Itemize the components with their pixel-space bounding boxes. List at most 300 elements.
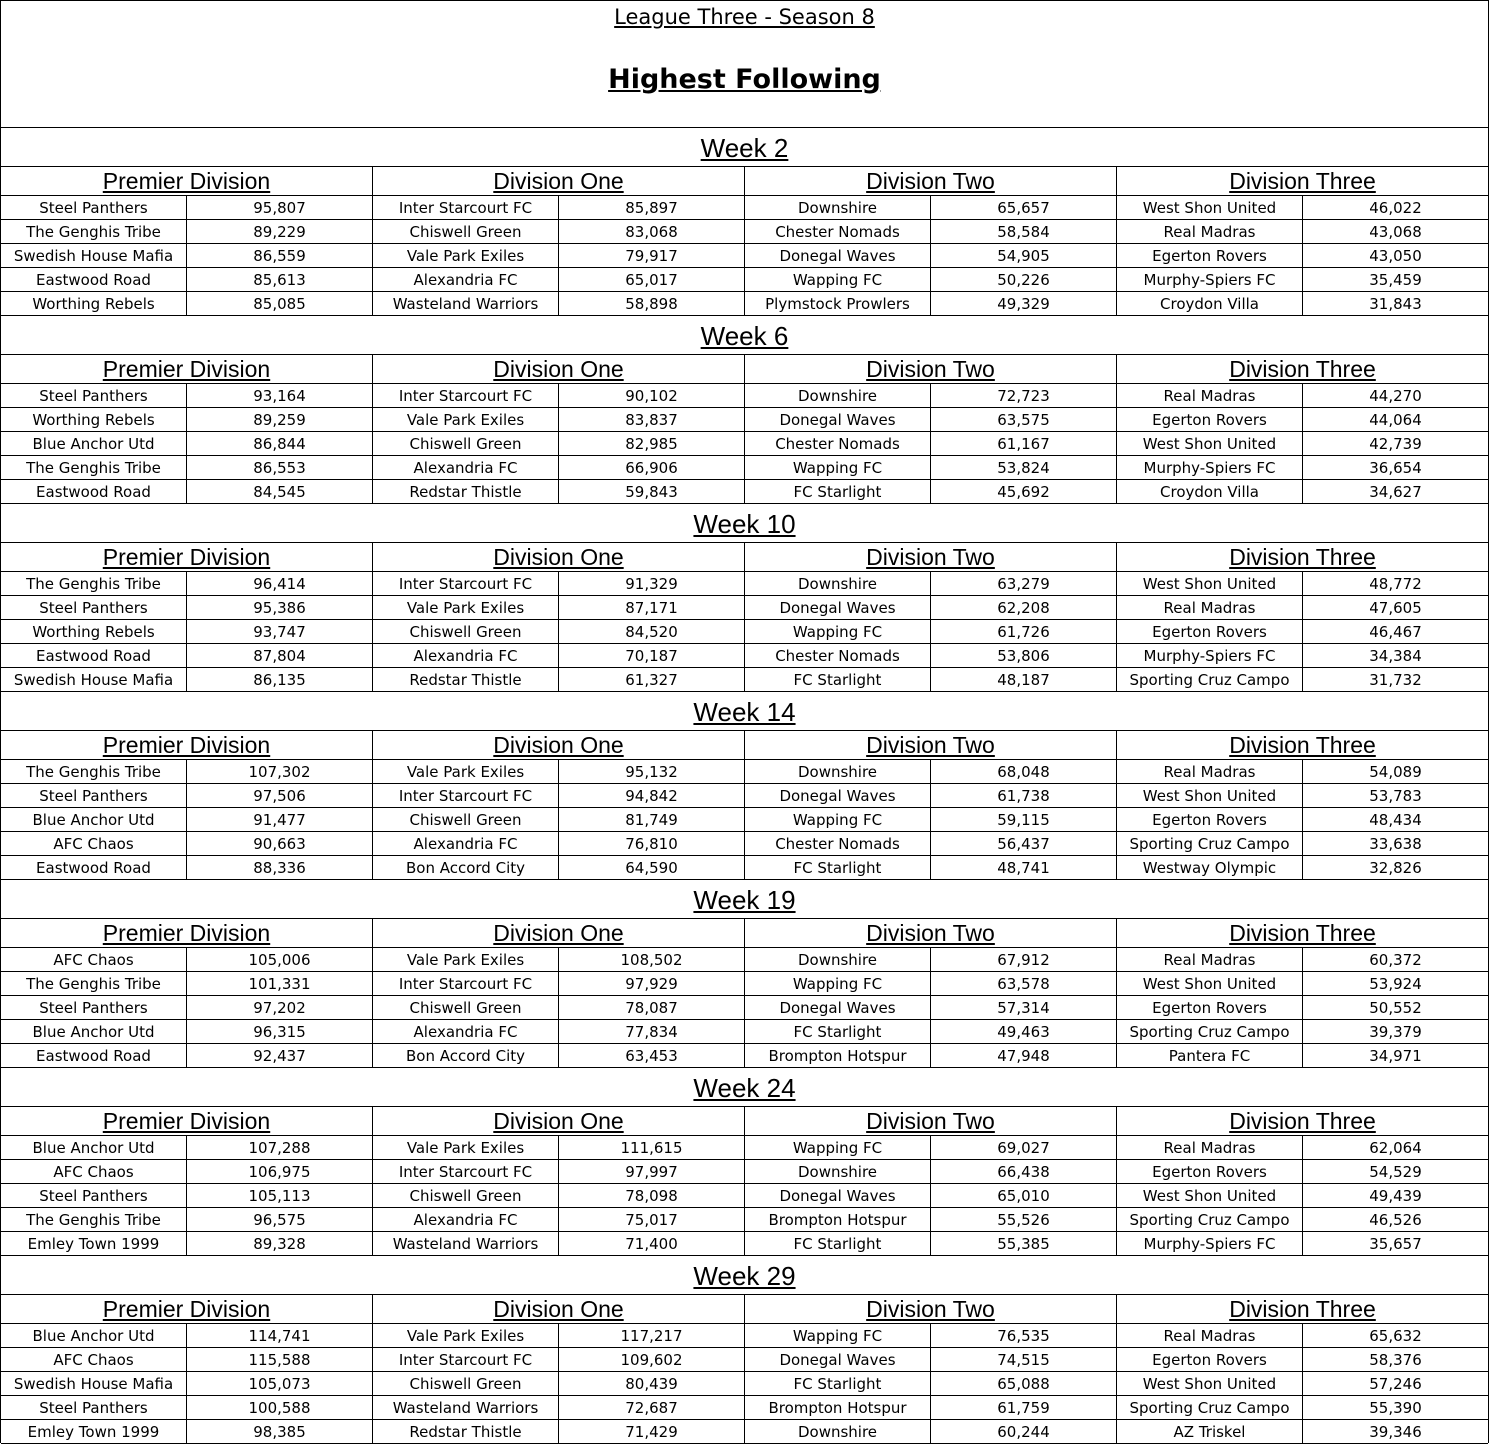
division-header: Division One — [373, 1295, 745, 1323]
following-value-cell: 67,912 — [931, 948, 1117, 971]
week-title: Week 24 — [1, 1068, 1488, 1107]
team-name-cell: Vale Park Exiles — [373, 948, 559, 971]
team-name-cell: Chiswell Green — [373, 996, 559, 1019]
sheet-header — [1, 1, 1488, 128]
division-header-row — [1, 919, 1488, 948]
team-name-cell: Downshire — [745, 760, 931, 783]
following-value-cell: 42,739 — [1369, 435, 1422, 453]
division-header: Division Two — [745, 1107, 1117, 1135]
table-row — [1, 384, 1488, 408]
team-name-cell: Emley Town 1999 — [1, 1420, 187, 1444]
team-name-cell: Donegal Waves — [745, 596, 931, 619]
team-rows — [1, 1136, 1488, 1256]
following-value-cell: 72,687 — [559, 1396, 745, 1419]
team-name-cell: Brompton Hotspur — [745, 1208, 931, 1231]
team-name-cell: FC Starlight — [745, 480, 931, 504]
team-name-cell: Sporting Cruz Campo — [1117, 668, 1303, 692]
team-name-cell: Vale Park Exiles — [373, 1324, 559, 1347]
team-name-cell: The Genghis Tribe — [1, 972, 187, 995]
following-value-cell: 46,022 — [1369, 199, 1422, 217]
division-header: Division Two — [745, 919, 1117, 947]
following-value-cell: 117,217 — [559, 1324, 745, 1347]
team-rows — [1, 196, 1488, 316]
following-value-cell: 86,553 — [187, 456, 373, 479]
following-value-cell: 95,386 — [187, 596, 373, 619]
following-value-cell: 47,948 — [931, 1044, 1117, 1068]
following-value-cell: 31,843 — [1369, 295, 1422, 313]
team-name-cell: Brompton Hotspur — [745, 1044, 931, 1068]
following-value-cell: 48,772 — [1369, 575, 1422, 593]
team-name-cell: Redstar Thistle — [373, 480, 559, 504]
team-name-cell: Steel Panthers — [1, 784, 187, 807]
following-value-cell: 90,102 — [559, 384, 745, 407]
following-value-cell: 72,723 — [931, 384, 1117, 407]
following-value-cell: 61,327 — [559, 668, 745, 692]
team-name-cell: Real Madras — [1117, 220, 1303, 243]
following-value-cell: 55,526 — [931, 1208, 1117, 1231]
following-value-cell: 114,741 — [187, 1324, 373, 1347]
team-name-cell: Donegal Waves — [745, 1348, 931, 1371]
team-name-cell: West Shon United — [1117, 1184, 1303, 1207]
table-row — [1, 596, 1488, 620]
following-value-cell: 83,837 — [559, 408, 745, 431]
team-name-cell: Sporting Cruz Campo — [1117, 1208, 1303, 1231]
following-value-cell: 69,027 — [931, 1136, 1117, 1159]
following-value-cell: 66,906 — [559, 456, 745, 479]
following-value-cell: 91,329 — [559, 572, 745, 595]
following-value-cell: 46,467 — [1369, 623, 1422, 641]
division-header: Division One — [373, 167, 745, 195]
following-value-cell: 105,006 — [187, 948, 373, 971]
following-value-cell: 86,135 — [187, 668, 373, 692]
following-value-cell: 60,372 — [1369, 951, 1422, 969]
following-value-cell: 82,985 — [559, 432, 745, 455]
team-rows — [1, 948, 1488, 1068]
league-title: League Three - Season 8 — [614, 5, 875, 29]
team-name-cell: Bon Accord City — [373, 1044, 559, 1068]
table-row — [1, 1208, 1488, 1232]
following-value-cell: 108,502 — [559, 948, 745, 971]
following-value-cell: 65,010 — [931, 1184, 1117, 1207]
following-value-cell: 58,376 — [1369, 1351, 1422, 1369]
division-header: Division Two — [745, 731, 1117, 759]
team-name-cell: Swedish House Mafia — [1, 244, 187, 267]
table-row — [1, 784, 1488, 808]
division-header: Division Three — [1229, 732, 1376, 758]
following-value-cell: 65,017 — [559, 268, 745, 291]
team-name-cell: Blue Anchor Utd — [1, 1136, 187, 1159]
division-header-row — [1, 1295, 1488, 1324]
team-name-cell: Inter Starcourt FC — [373, 972, 559, 995]
table-row — [1, 620, 1488, 644]
following-value-cell: 44,270 — [1369, 387, 1422, 405]
division-header: Division One — [373, 731, 745, 759]
team-name-cell: The Genghis Tribe — [1, 456, 187, 479]
following-value-cell: 105,073 — [187, 1372, 373, 1395]
team-name-cell: Donegal Waves — [745, 996, 931, 1019]
following-value-cell: 66,438 — [931, 1160, 1117, 1183]
following-value-cell: 90,663 — [187, 832, 373, 855]
following-value-cell: 61,167 — [931, 432, 1117, 455]
table-row — [1, 1136, 1488, 1160]
following-value-cell: 53,783 — [1369, 787, 1422, 805]
following-value-cell: 54,529 — [1369, 1163, 1422, 1181]
following-value-cell: 44,064 — [1369, 411, 1422, 429]
following-value-cell: 78,098 — [559, 1184, 745, 1207]
division-header: Division Two — [745, 167, 1117, 195]
team-name-cell: Chiswell Green — [373, 432, 559, 455]
team-name-cell: Wasteland Warriors — [373, 1232, 559, 1256]
table-row — [1, 1184, 1488, 1208]
week-title: Week 6 — [1, 316, 1488, 355]
following-value-cell: 46,526 — [1369, 1211, 1422, 1229]
following-value-cell: 43,050 — [1369, 247, 1422, 265]
table-row — [1, 1044, 1488, 1068]
week-block — [1, 1256, 1488, 1444]
team-name-cell: Bon Accord City — [373, 856, 559, 880]
following-value-cell: 39,346 — [1369, 1423, 1422, 1441]
team-name-cell: Downshire — [745, 948, 931, 971]
team-name-cell: Donegal Waves — [745, 784, 931, 807]
following-value-cell: 89,328 — [187, 1232, 373, 1256]
page-title: Highest Following — [608, 64, 881, 95]
team-name-cell: Alexandria FC — [373, 1208, 559, 1231]
team-name-cell: Inter Starcourt FC — [373, 384, 559, 407]
following-value-cell: 49,463 — [931, 1020, 1117, 1043]
following-value-cell: 98,385 — [187, 1420, 373, 1444]
team-name-cell: Inter Starcourt FC — [373, 1160, 559, 1183]
following-value-cell: 88,336 — [187, 856, 373, 880]
table-row — [1, 432, 1488, 456]
table-row — [1, 808, 1488, 832]
following-value-cell: 39,379 — [1369, 1023, 1422, 1041]
team-name-cell: Inter Starcourt FC — [373, 1348, 559, 1371]
division-header: Division Two — [745, 1295, 1117, 1323]
team-name-cell: Swedish House Mafia — [1, 668, 187, 692]
team-name-cell: Eastwood Road — [1, 268, 187, 291]
team-name-cell: West Shon United — [1117, 432, 1303, 455]
following-value-cell: 53,924 — [1369, 975, 1422, 993]
following-value-cell: 71,400 — [559, 1232, 745, 1256]
team-name-cell: FC Starlight — [745, 1232, 931, 1256]
team-name-cell: Worthing Rebels — [1, 620, 187, 643]
team-name-cell: Eastwood Road — [1, 480, 187, 504]
team-name-cell: Blue Anchor Utd — [1, 1020, 187, 1043]
following-value-cell: 49,439 — [1369, 1187, 1422, 1205]
following-value-cell: 56,437 — [931, 832, 1117, 855]
following-value-cell: 77,834 — [559, 1020, 745, 1043]
division-header-row — [1, 543, 1488, 572]
following-value-cell: 84,545 — [187, 480, 373, 504]
team-name-cell: Murphy-Spiers FC — [1117, 1232, 1303, 1256]
table-row — [1, 1160, 1488, 1184]
following-value-cell: 85,085 — [187, 292, 373, 316]
following-value-cell: 101,331 — [187, 972, 373, 995]
team-name-cell: Pantera FC — [1117, 1044, 1303, 1068]
team-name-cell: Wapping FC — [745, 972, 931, 995]
table-row — [1, 244, 1488, 268]
team-name-cell: Eastwood Road — [1, 644, 187, 667]
team-name-cell: Egerton Rovers — [1117, 1160, 1303, 1183]
division-header-row — [1, 1107, 1488, 1136]
table-row — [1, 220, 1488, 244]
team-name-cell: AFC Chaos — [1, 1160, 187, 1183]
following-value-cell: 87,804 — [187, 644, 373, 667]
following-value-cell: 107,302 — [187, 760, 373, 783]
following-value-cell: 64,590 — [559, 856, 745, 880]
team-name-cell: Inter Starcourt FC — [373, 784, 559, 807]
following-value-cell: 63,453 — [559, 1044, 745, 1068]
following-value-cell: 65,088 — [931, 1372, 1117, 1395]
division-header: Division Three — [1229, 168, 1376, 194]
team-name-cell: AFC Chaos — [1, 832, 187, 855]
following-value-cell: 85,613 — [187, 268, 373, 291]
team-name-cell: Steel Panthers — [1, 1396, 187, 1419]
following-value-cell: 58,898 — [559, 292, 745, 316]
division-header: Premier Division — [1, 167, 373, 195]
team-name-cell: Alexandria FC — [373, 456, 559, 479]
team-name-cell: Alexandria FC — [373, 644, 559, 667]
week-block — [1, 128, 1488, 316]
team-name-cell: Downshire — [745, 572, 931, 595]
following-value-cell: 50,226 — [931, 268, 1117, 291]
table-row — [1, 644, 1488, 668]
team-name-cell: Chiswell Green — [373, 1372, 559, 1395]
following-value-cell: 55,390 — [1369, 1399, 1422, 1417]
following-value-cell: 86,559 — [187, 244, 373, 267]
team-name-cell: Inter Starcourt FC — [373, 572, 559, 595]
following-value-cell: 61,738 — [931, 784, 1117, 807]
week-title: Week 29 — [1, 1256, 1488, 1295]
division-header: Division Three — [1229, 1108, 1376, 1134]
team-name-cell: West Shon United — [1117, 572, 1303, 595]
table-row — [1, 948, 1488, 972]
division-header: Division One — [373, 1107, 745, 1135]
week-title: Week 14 — [1, 692, 1488, 731]
division-header: Division Three — [1229, 544, 1376, 570]
following-value-cell: 93,164 — [187, 384, 373, 407]
team-name-cell: West Shon United — [1117, 196, 1303, 219]
division-header: Premier Division — [1, 731, 373, 759]
team-name-cell: Egerton Rovers — [1117, 808, 1303, 831]
team-name-cell: West Shon United — [1117, 972, 1303, 995]
division-header: Premier Division — [1, 919, 373, 947]
team-name-cell: Chiswell Green — [373, 1184, 559, 1207]
following-value-cell: 57,246 — [1369, 1375, 1422, 1393]
team-name-cell: AFC Chaos — [1, 948, 187, 971]
team-name-cell: Redstar Thistle — [373, 668, 559, 692]
team-name-cell: Vale Park Exiles — [373, 244, 559, 267]
team-name-cell: Murphy-Spiers FC — [1117, 456, 1303, 479]
table-row — [1, 1232, 1488, 1256]
team-name-cell: Downshire — [745, 1420, 931, 1444]
team-name-cell: Vale Park Exiles — [373, 596, 559, 619]
following-value-cell: 48,741 — [931, 856, 1117, 880]
team-rows — [1, 1324, 1488, 1444]
following-value-cell: 35,657 — [1369, 1235, 1422, 1253]
team-name-cell: Real Madras — [1117, 760, 1303, 783]
team-name-cell: AFC Chaos — [1, 1348, 187, 1371]
week-block — [1, 692, 1488, 880]
following-value-cell: 100,588 — [187, 1396, 373, 1419]
week-title: Week 2 — [1, 128, 1488, 167]
team-name-cell: Donegal Waves — [745, 244, 931, 267]
team-name-cell: Chiswell Green — [373, 220, 559, 243]
team-name-cell: Wapping FC — [745, 1136, 931, 1159]
following-value-cell: 57,314 — [931, 996, 1117, 1019]
following-value-cell: 96,315 — [187, 1020, 373, 1043]
team-name-cell: Chester Nomads — [745, 432, 931, 455]
team-name-cell: Chiswell Green — [373, 808, 559, 831]
week-block — [1, 504, 1488, 692]
table-row — [1, 292, 1488, 316]
table-row — [1, 972, 1488, 996]
following-value-cell: 31,732 — [1369, 671, 1422, 689]
team-name-cell: Steel Panthers — [1, 996, 187, 1019]
division-header-row — [1, 355, 1488, 384]
following-value-cell: 65,657 — [931, 196, 1117, 219]
team-name-cell: Wasteland Warriors — [373, 1396, 559, 1419]
team-rows — [1, 384, 1488, 504]
table-row — [1, 572, 1488, 596]
following-value-cell: 70,187 — [559, 644, 745, 667]
week-block — [1, 880, 1488, 1068]
table-row — [1, 196, 1488, 220]
team-name-cell: Steel Panthers — [1, 596, 187, 619]
table-row — [1, 1324, 1488, 1348]
following-value-cell: 54,905 — [931, 244, 1117, 267]
following-value-cell: 34,384 — [1369, 647, 1422, 665]
team-name-cell: Blue Anchor Utd — [1, 1324, 187, 1347]
following-value-cell: 95,807 — [187, 196, 373, 219]
table-row — [1, 1396, 1488, 1420]
following-value-cell: 109,602 — [559, 1348, 745, 1371]
team-name-cell: Swedish House Mafia — [1, 1372, 187, 1395]
team-name-cell: Emley Town 1999 — [1, 1232, 187, 1256]
following-value-cell: 97,506 — [187, 784, 373, 807]
team-name-cell: Eastwood Road — [1, 856, 187, 880]
following-value-cell: 71,429 — [559, 1420, 745, 1444]
following-value-cell: 84,520 — [559, 620, 745, 643]
week-title: Week 19 — [1, 880, 1488, 919]
team-name-cell: West Shon United — [1117, 1372, 1303, 1395]
team-name-cell: Wapping FC — [745, 808, 931, 831]
table-row — [1, 1020, 1488, 1044]
following-value-cell: 33,638 — [1369, 835, 1422, 853]
division-header-row — [1, 731, 1488, 760]
following-value-cell: 55,385 — [931, 1232, 1117, 1256]
following-value-cell: 63,578 — [931, 972, 1117, 995]
table-row — [1, 268, 1488, 292]
following-value-cell: 63,279 — [931, 572, 1117, 595]
team-name-cell: Worthing Rebels — [1, 292, 187, 316]
team-name-cell: Wasteland Warriors — [373, 292, 559, 316]
following-value-cell: 97,202 — [187, 996, 373, 1019]
following-value-cell: 32,826 — [1369, 859, 1422, 877]
week-block — [1, 1068, 1488, 1256]
team-name-cell: The Genghis Tribe — [1, 220, 187, 243]
team-name-cell: Downshire — [745, 384, 931, 407]
team-name-cell: Egerton Rovers — [1117, 244, 1303, 267]
table-row — [1, 996, 1488, 1020]
table-row — [1, 760, 1488, 784]
following-value-cell: 93,747 — [187, 620, 373, 643]
team-name-cell: Murphy-Spiers FC — [1117, 268, 1303, 291]
table-row — [1, 832, 1488, 856]
following-value-cell: 87,171 — [559, 596, 745, 619]
team-name-cell: The Genghis Tribe — [1, 572, 187, 595]
following-value-cell: 62,208 — [931, 596, 1117, 619]
table-row — [1, 1420, 1488, 1444]
division-header: Division One — [373, 543, 745, 571]
table-row — [1, 668, 1488, 692]
following-value-cell: 54,089 — [1369, 763, 1422, 781]
division-header: Division Three — [1229, 356, 1376, 382]
following-value-cell: 43,068 — [1369, 223, 1422, 241]
following-value-cell: 63,575 — [931, 408, 1117, 431]
table-row — [1, 856, 1488, 880]
following-value-cell: 83,068 — [559, 220, 745, 243]
division-header: Division Three — [1229, 920, 1376, 946]
following-value-cell: 91,477 — [187, 808, 373, 831]
weeks-container — [1, 128, 1488, 1444]
team-name-cell: Sporting Cruz Campo — [1117, 832, 1303, 855]
following-value-cell: 53,806 — [931, 644, 1117, 667]
following-value-cell: 92,437 — [187, 1044, 373, 1068]
team-rows — [1, 760, 1488, 880]
team-name-cell: Donegal Waves — [745, 1184, 931, 1207]
team-name-cell: Real Madras — [1117, 1324, 1303, 1347]
team-name-cell: Steel Panthers — [1, 384, 187, 407]
team-name-cell: Wapping FC — [745, 620, 931, 643]
team-name-cell: Croydon Villa — [1117, 292, 1303, 316]
following-value-cell: 45,692 — [931, 480, 1117, 504]
team-name-cell: The Genghis Tribe — [1, 1208, 187, 1231]
week-block — [1, 316, 1488, 504]
team-name-cell: West Shon United — [1117, 784, 1303, 807]
team-name-cell: Egerton Rovers — [1117, 1348, 1303, 1371]
week-title: Week 10 — [1, 504, 1488, 543]
following-value-cell: 97,997 — [559, 1160, 745, 1183]
team-name-cell: Wapping FC — [745, 1324, 931, 1347]
following-value-cell: 80,439 — [559, 1372, 745, 1395]
team-name-cell: AZ Triskel — [1117, 1420, 1303, 1444]
following-value-cell: 86,844 — [187, 432, 373, 455]
following-value-cell: 89,259 — [187, 408, 373, 431]
following-value-cell: 61,759 — [931, 1396, 1117, 1419]
team-name-cell: FC Starlight — [745, 856, 931, 880]
team-name-cell: Steel Panthers — [1, 196, 187, 219]
team-name-cell: Blue Anchor Utd — [1, 432, 187, 455]
team-name-cell: Brompton Hotspur — [745, 1396, 931, 1419]
team-name-cell: FC Starlight — [745, 1020, 931, 1043]
table-row — [1, 408, 1488, 432]
following-value-cell: 97,929 — [559, 972, 745, 995]
following-value-cell: 48,187 — [931, 668, 1117, 692]
division-header: Division One — [373, 355, 745, 383]
following-value-cell: 111,615 — [559, 1136, 745, 1159]
following-value-cell: 94,842 — [559, 784, 745, 807]
division-header: Division Two — [745, 355, 1117, 383]
following-value-cell: 96,414 — [187, 572, 373, 595]
division-header: Premier Division — [1, 355, 373, 383]
division-header: Division One — [373, 919, 745, 947]
team-name-cell: Croydon Villa — [1117, 480, 1303, 504]
division-header: Premier Division — [1, 543, 373, 571]
following-value-cell: 50,552 — [1369, 999, 1422, 1017]
team-name-cell: Chiswell Green — [373, 620, 559, 643]
following-value-cell: 74,515 — [931, 1348, 1117, 1371]
